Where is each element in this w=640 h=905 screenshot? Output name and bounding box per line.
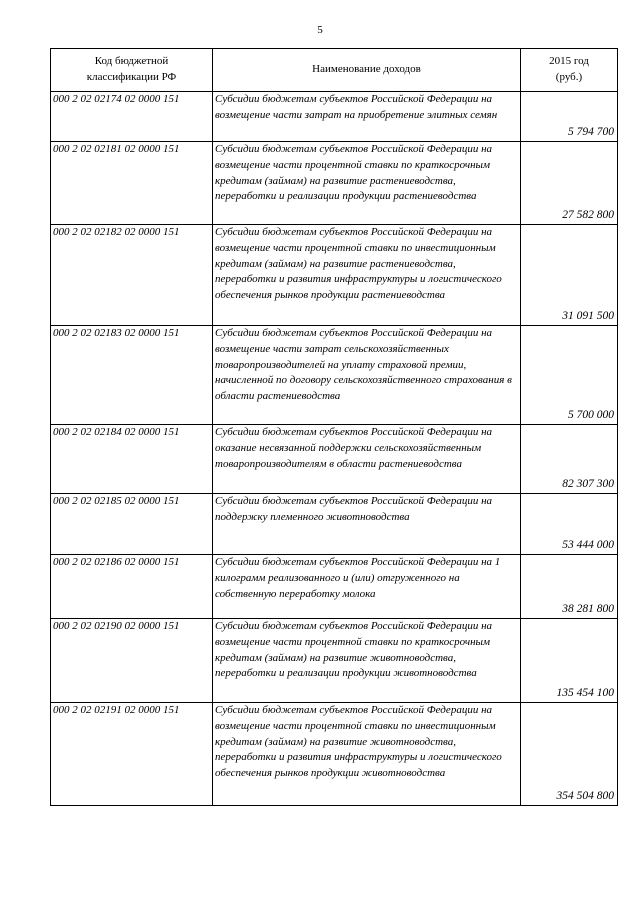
table-row bbox=[51, 425, 618, 494]
table-row bbox=[51, 326, 618, 425]
row-name: Субсидии бюджетам субъектов Российской Федерации на оказание несвязанной поддержки сельскохозяйственным товаропроизводителям в области растениеводства bbox=[213, 425, 521, 494]
row-name: Субсидии бюджетам субъектов Российской Федерации на возмещение части затрат сельскохозяйственных товаропроизводителей на уплату страховой премии, начисленной по договору сельскохозяйственного страхования в области растениеводства bbox=[213, 326, 521, 425]
row-code: 000 2 02 02184 02 0000 151 bbox=[51, 425, 213, 494]
row-amount: 5 794 700 bbox=[521, 92, 618, 142]
row-amount: 38 281 800 bbox=[521, 555, 618, 619]
header-name: Наименование доходов bbox=[213, 49, 521, 92]
table-row bbox=[51, 494, 618, 555]
header-code bbox=[51, 49, 213, 92]
row-code: 000 2 02 02182 02 0000 151 bbox=[51, 225, 213, 326]
header-year bbox=[521, 49, 618, 92]
table-row bbox=[51, 703, 618, 806]
table-row bbox=[51, 225, 618, 326]
row-name: Субсидии бюджетам субъектов Российской Федерации на возмещение части процентной ставки по инвестиционным кредитам (займам) на развитие животноводства, переработки и развития инфраструктуры и логистического обеспечения рынков продукции животноводства bbox=[213, 703, 521, 806]
row-code: 000 2 02 02186 02 0000 151 bbox=[51, 555, 213, 619]
row-code: 000 2 02 02185 02 0000 151 bbox=[51, 494, 213, 555]
table-row bbox=[51, 619, 618, 703]
table-row bbox=[51, 555, 618, 619]
row-code: 000 2 02 02174 02 0000 151 bbox=[51, 92, 213, 142]
row-amount: 82 307 300 bbox=[521, 425, 618, 494]
row-code: 000 2 02 02190 02 0000 151 bbox=[51, 619, 213, 703]
row-name: Субсидии бюджетам субъектов Российской Федерации на возмещение части процентной ставки по краткосрочным кредитам (займам) на развитие животноводства, переработки и реализации продукции животноводства bbox=[213, 619, 521, 703]
row-amount: 5 700 000 bbox=[521, 326, 618, 425]
header-year-line2: (руб.) bbox=[555, 71, 583, 83]
table-row bbox=[51, 142, 618, 225]
row-code: 000 2 02 02191 02 0000 151 bbox=[51, 703, 213, 806]
row-name: Субсидии бюджетам субъектов Российской Федерации на возмещение части процентной ставки по инвестиционным кредитам (займам) на развитие растениеводства, переработки и развития инфраструктуры и логистического обеспечения рынков продукции растениеводства bbox=[213, 225, 521, 326]
header-code-line1: Код бюджетной bbox=[94, 55, 169, 68]
header-code-line2: классификации РФ bbox=[86, 71, 177, 83]
header-year-line1: 2015 год bbox=[549, 55, 589, 68]
table-row bbox=[51, 92, 618, 142]
row-name: Субсидии бюджетам субъектов Российской Федерации на поддержку племенного животноводства bbox=[213, 494, 521, 555]
row-amount: 27 582 800 bbox=[521, 142, 618, 225]
table-header-row bbox=[51, 49, 618, 92]
row-name: Субсидии бюджетам субъектов Российской Федерации на 1 килограмм реализованного и (или) отгруженного на собственную переработку молока bbox=[213, 555, 521, 619]
row-code: 000 2 02 02183 02 0000 151 bbox=[51, 326, 213, 425]
row-name: Субсидии бюджетам субъектов Российской Федерации на возмещение части процентной ставки по краткосрочным кредитам (займам) на развитие растениеводства, переработки и реализации продукции растениеводства bbox=[213, 142, 521, 225]
page-number: 5 bbox=[317, 24, 323, 36]
revenue-table bbox=[50, 48, 618, 806]
row-name: Субсидии бюджетам субъектов Российской Федерации на возмещение части затрат на приобретение элитных семян bbox=[213, 92, 521, 142]
row-amount: 31 091 500 bbox=[521, 225, 618, 326]
row-amount: 354 504 800 bbox=[521, 703, 618, 806]
row-code: 000 2 02 02181 02 0000 151 bbox=[51, 142, 213, 225]
row-amount: 135 454 100 bbox=[521, 619, 618, 703]
row-amount: 53 444 000 bbox=[521, 494, 618, 555]
